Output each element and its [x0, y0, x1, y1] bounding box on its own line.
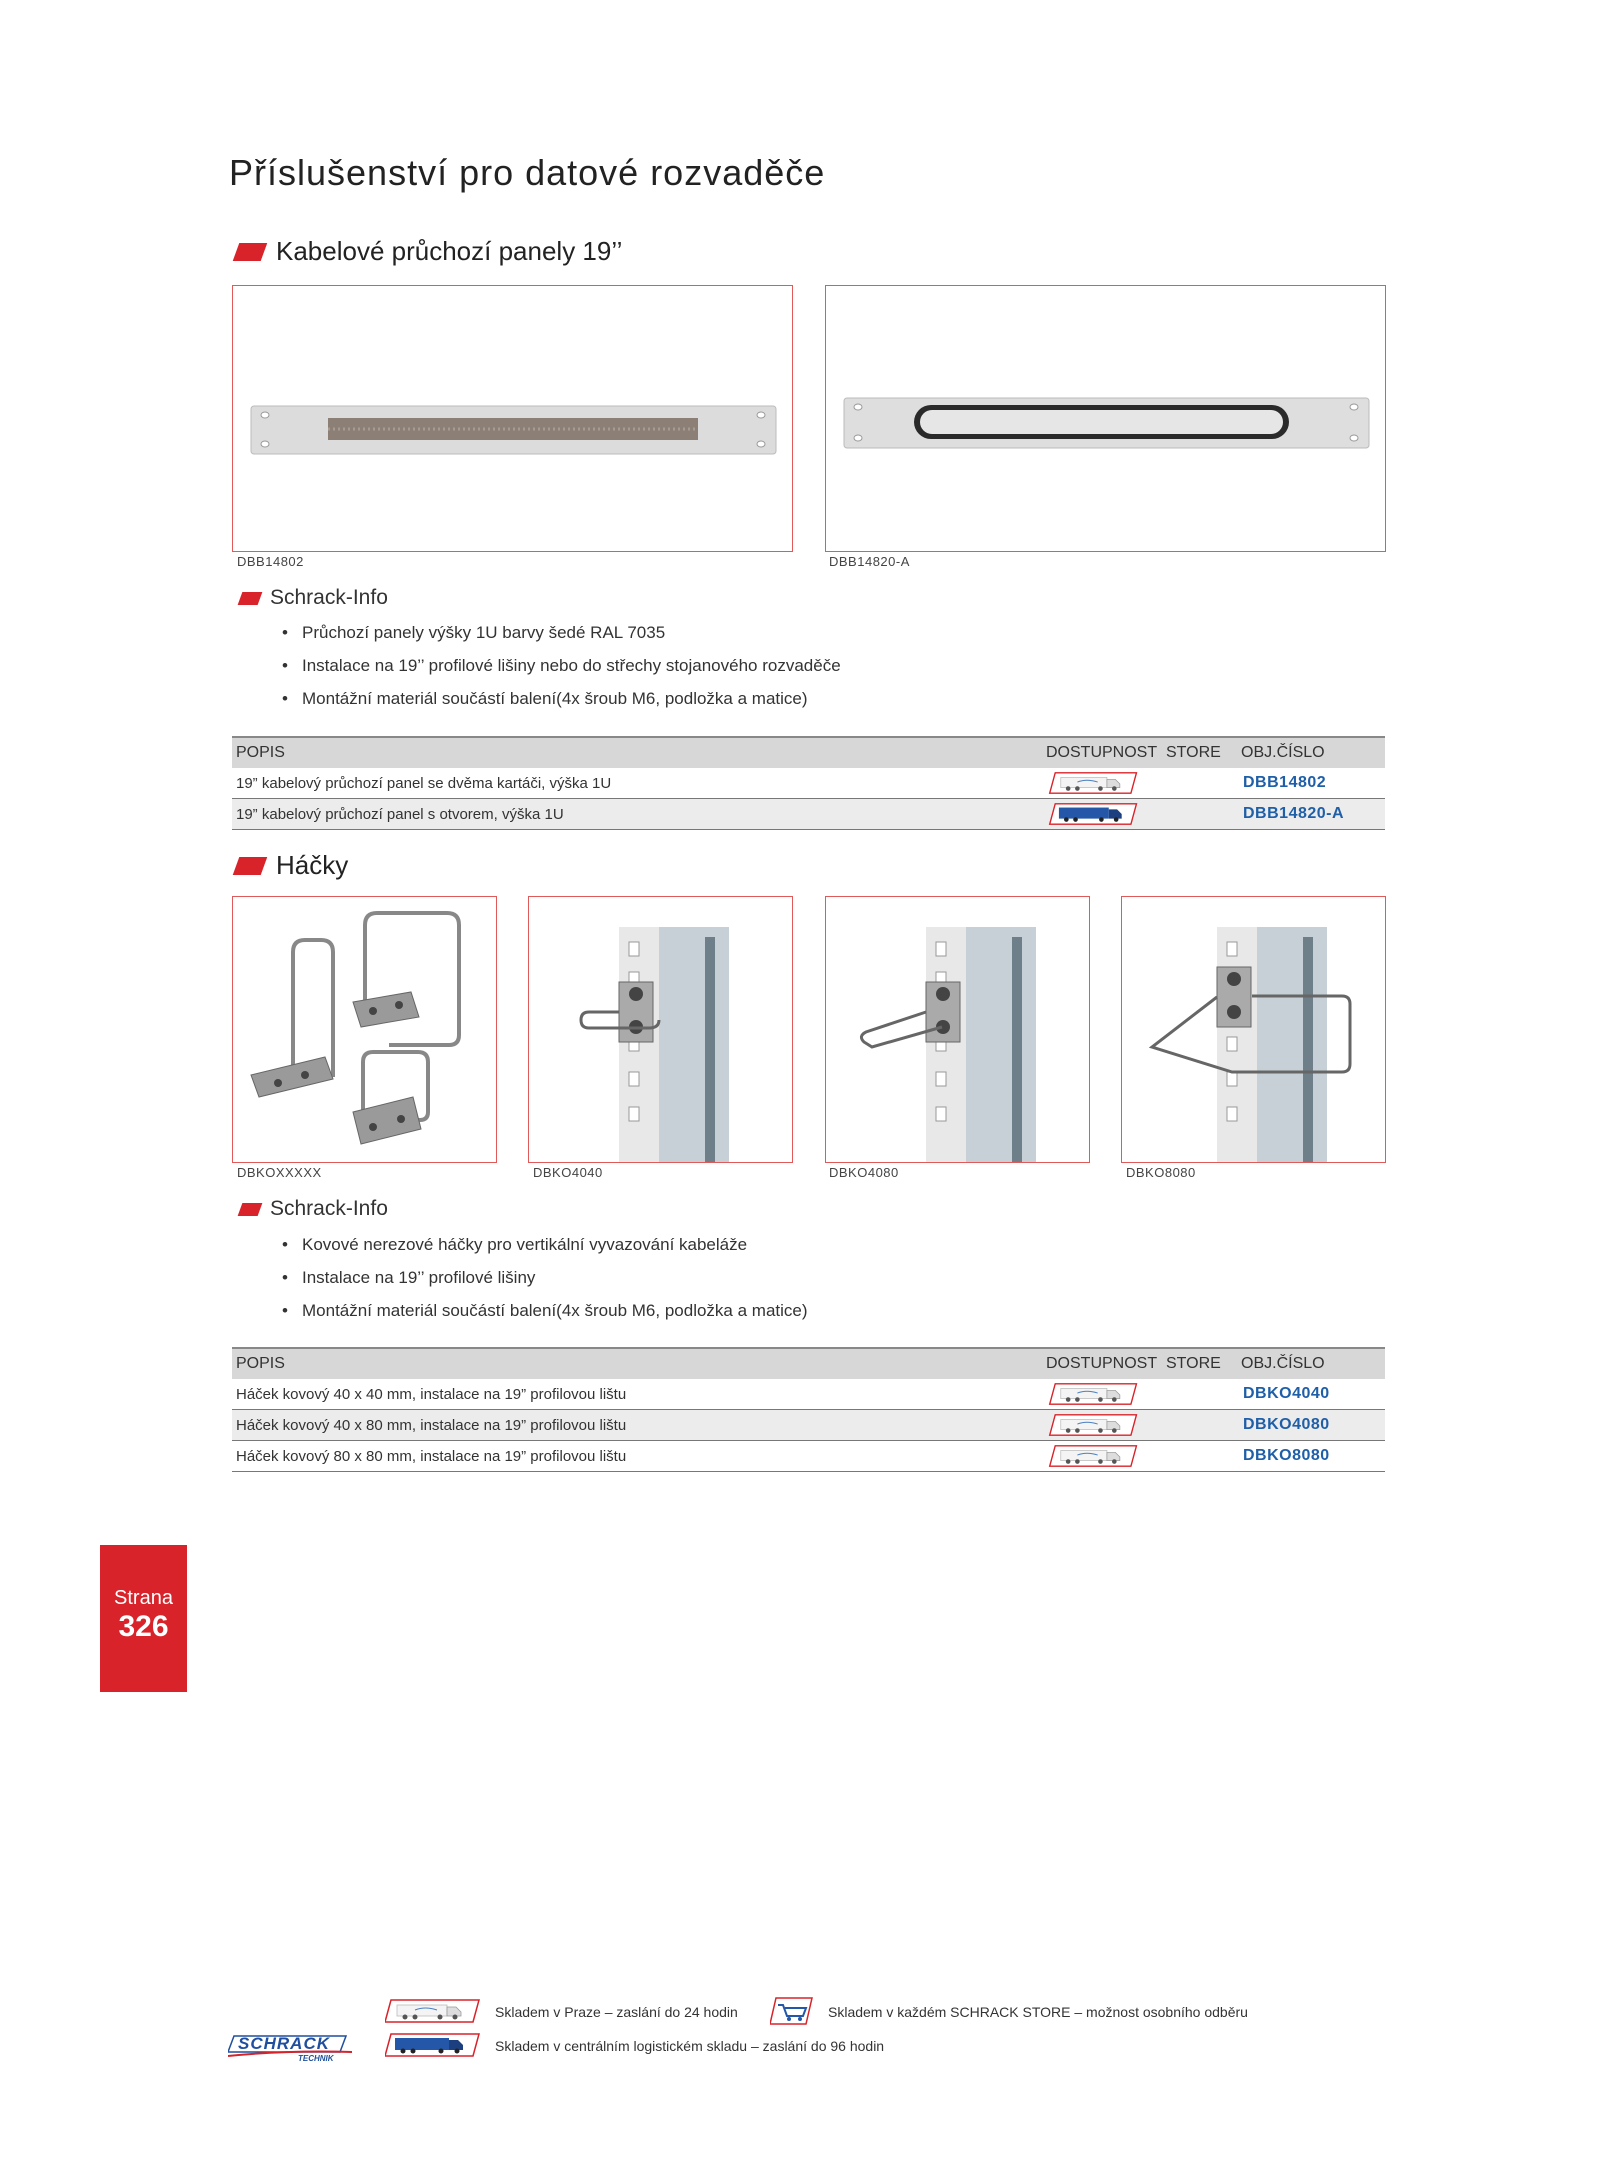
store-cell — [1162, 1410, 1237, 1441]
logo-name: SCHRACK — [238, 2034, 330, 2053]
info-bullets — [272, 1228, 808, 1327]
image-caption: DBKO4040 — [533, 1165, 603, 1180]
col-popis: POPIS — [232, 1348, 1042, 1379]
legend-central: Skladem v centrálním logistickém skladu – zaslání do 96 hodin — [495, 2038, 885, 2054]
product-image-dbb14820-a — [825, 285, 1386, 552]
logo-sub: TECHNIK — [298, 2054, 334, 2063]
bullet-item: • Instalace na 19’’ profilové lišiny nebo do střechy stojanového rozvaděče — [272, 649, 841, 682]
prague-truck-icon — [1046, 1382, 1142, 1406]
slot-panel-image — [826, 286, 1385, 551]
prague-truck-icon — [1046, 1444, 1142, 1468]
info-title: Schrack-Info — [270, 1197, 388, 1220]
order-code-link[interactable]: DBKO8080 — [1237, 1441, 1385, 1472]
image-caption: DBKOXXXXX — [237, 1165, 322, 1180]
image-caption: DBKO4080 — [829, 1165, 899, 1180]
section-marker-icon — [233, 857, 268, 875]
table-header-row — [232, 1348, 1385, 1379]
bullet-item: • Montážní materiál součástí balení(4x šroub M6, podložka a matice) — [272, 1294, 808, 1327]
table-row — [232, 1441, 1385, 1472]
table-row — [232, 1379, 1385, 1410]
schrack-logo — [228, 2032, 352, 2063]
table-row — [232, 1410, 1385, 1441]
col-dostupnost: DOSTUPNOST — [1042, 1348, 1162, 1379]
product-image-dbb14802 — [232, 285, 793, 552]
table-row — [232, 768, 1385, 799]
col-store: STORE — [1162, 1348, 1237, 1379]
info-heading — [240, 1197, 388, 1221]
bullet-item: • Montážní materiál součástí balení(4x šroub M6, podložka a matice) — [272, 682, 841, 715]
order-code-link[interactable]: DBB14802 — [1237, 768, 1385, 799]
brush-panel-image — [233, 286, 792, 551]
bullet-item: • Instalace na 19’’ profilové lišiny — [272, 1261, 808, 1294]
page-title: Příslušenství pro datové rozvaděče — [229, 152, 826, 194]
hooks-group-image — [233, 897, 496, 1162]
info-marker-icon — [238, 1203, 263, 1216]
row-description: 19” kabelový průchozí panel s otvorem, výška 1U — [232, 799, 1042, 830]
row-description: Háček kovový 80 x 80 mm, instalace na 19” profilovou lištu — [232, 1441, 1042, 1472]
row-description: Háček kovový 40 x 40 mm, instalace na 19” profilovou lištu — [232, 1379, 1042, 1410]
row-description: 19” kabelový průchozí panel se dvěma kartáči, výška 1U — [232, 768, 1042, 799]
legend-prague-truck-icon — [385, 1998, 481, 2024]
product-table-panels — [232, 736, 1385, 830]
availability-cell — [1042, 1441, 1162, 1472]
section-marker-icon — [233, 243, 268, 261]
prague-truck-icon — [1046, 1413, 1142, 1437]
col-store: STORE — [1162, 737, 1237, 768]
order-code-link[interactable]: DBB14820-A — [1237, 799, 1385, 830]
table-header-row — [232, 737, 1385, 768]
page-number-tab — [100, 1545, 187, 1692]
col-dostupnost: DOSTUPNOST — [1042, 737, 1162, 768]
image-caption: DBB14820-A — [829, 554, 910, 569]
hook-8080-image — [1122, 897, 1385, 1162]
product-image-dbko8080 — [1121, 896, 1386, 1163]
availability-cell — [1042, 768, 1162, 799]
product-image-dbkoxxxxx — [232, 896, 497, 1163]
col-obj: OBJ.ČÍSLO — [1237, 1348, 1385, 1379]
row-description: Háček kovový 40 x 80 mm, instalace na 19” profilovou lištu — [232, 1410, 1042, 1441]
page-number: 326 — [118, 1610, 169, 1643]
store-cell — [1162, 1379, 1237, 1410]
store-cell — [1162, 1441, 1237, 1472]
availability-cell — [1042, 1379, 1162, 1410]
legend-central-truck-icon — [385, 2032, 481, 2058]
store-cell — [1162, 799, 1237, 830]
bullet-item: • Kovové nerezové háčky pro vertikální vyvazování kabeláže — [272, 1228, 808, 1261]
section-heading-hooks — [236, 850, 348, 881]
hook-4080-image — [826, 897, 1089, 1162]
legend-prague: Skladem v Praze – zaslání do 24 hodin — [495, 2004, 738, 2020]
table-row — [232, 799, 1385, 830]
product-image-dbko4080 — [825, 896, 1090, 1163]
central-truck-icon — [1046, 802, 1142, 826]
store-cell — [1162, 768, 1237, 799]
info-bullets — [272, 616, 841, 715]
info-title: Schrack-Info — [270, 586, 388, 609]
bullet-item: • Průchozí panely výšky 1U barvy šedé RAL 7035 — [272, 616, 841, 649]
hook-4040-image — [529, 897, 792, 1162]
page-label: Strana — [114, 1587, 173, 1609]
availability-cell — [1042, 799, 1162, 830]
info-marker-icon — [238, 592, 263, 605]
availability-cell — [1042, 1410, 1162, 1441]
product-image-dbko4040 — [528, 896, 793, 1163]
legend-store: Skladem v každém SCHRACK STORE – možnost osobního odběru — [828, 2004, 1248, 2020]
image-caption: DBKO8080 — [1126, 1165, 1196, 1180]
prague-truck-icon — [1046, 771, 1142, 795]
col-obj: OBJ.ČÍSLO — [1237, 737, 1385, 768]
product-table-hooks — [232, 1347, 1385, 1472]
section-heading-cable-panels — [236, 236, 622, 267]
order-code-link[interactable]: DBKO4040 — [1237, 1379, 1385, 1410]
order-code-link[interactable]: DBKO4080 — [1237, 1410, 1385, 1441]
image-caption: DBB14802 — [237, 554, 304, 569]
info-heading — [240, 586, 388, 610]
section-title: Háčky — [276, 850, 349, 880]
section-title: Kabelové průchozí panely 19’’ — [276, 236, 623, 266]
col-popis: POPIS — [232, 737, 1042, 768]
store-cart-icon — [770, 1996, 814, 2026]
